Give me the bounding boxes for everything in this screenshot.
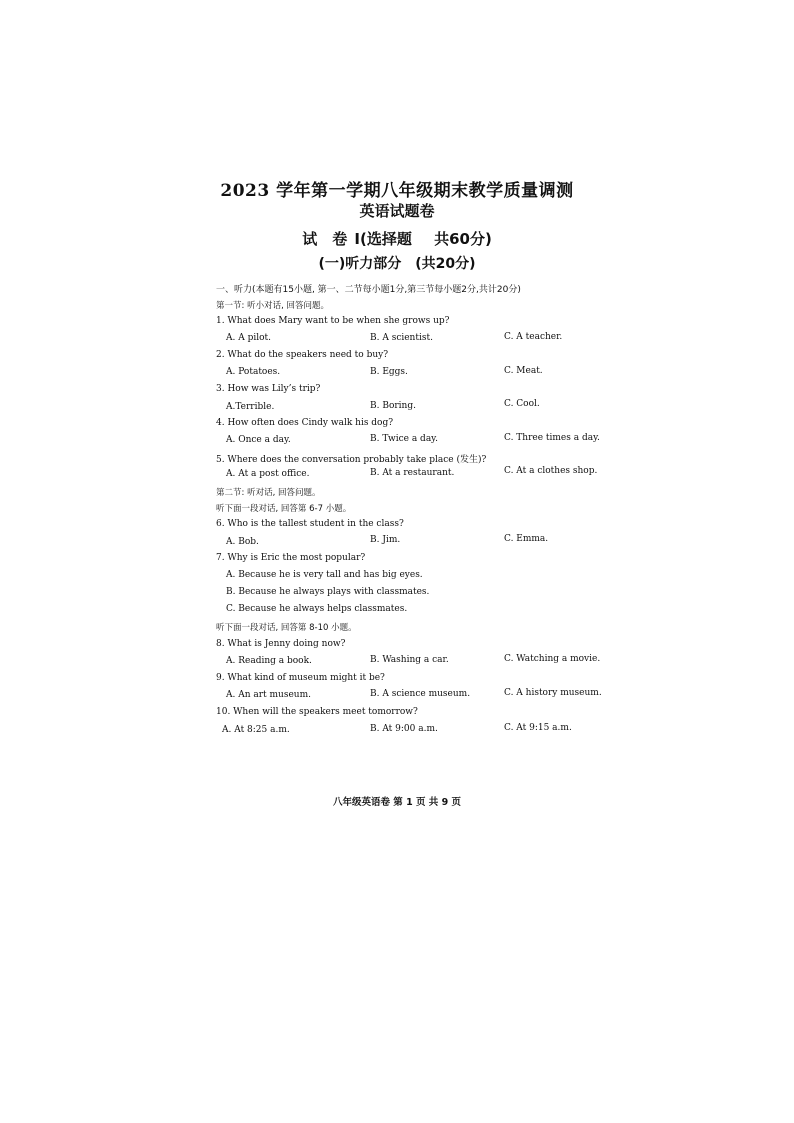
- q8-option-a: A. Reading a book.: [226, 656, 312, 666]
- q4-option-b: B. Twice a day.: [370, 434, 438, 444]
- question-4: 4. How often does Cindy walk his dog?: [216, 418, 394, 428]
- q6-option-a: A. Bob.: [226, 537, 259, 547]
- question-3: 3. How was Lily’s trip?: [216, 384, 321, 394]
- q6-option-b: B. Jim.: [370, 535, 401, 545]
- question-7: 7. Why is Eric the most popular?: [216, 553, 366, 563]
- q1-option-b: B. A scientist.: [370, 333, 433, 343]
- part1-instruction: 第一节: 听小对话, 回答问题。: [216, 301, 329, 311]
- question-8: 8. What is Jenny doing now?: [216, 639, 346, 649]
- q5-option-a: A. At a post office.: [226, 469, 310, 479]
- exam-subtitle: 英语试题卷: [359, 202, 435, 220]
- q10-option-a: A. At 8:25 a.m.: [222, 725, 290, 735]
- question-6: 6. Who is the tallest student in the class?: [216, 519, 404, 529]
- q7-option-b: B. Because he always plays with classmates.: [226, 587, 430, 597]
- q1-option-a: A. A pilot.: [226, 333, 271, 343]
- q9-option-c: C. A history museum.: [504, 688, 602, 698]
- q3-option-c: C. Cool.: [504, 399, 540, 409]
- part2-sub-instruction-1: 听下面一段对话, 回答第 6-7 小题。: [216, 504, 352, 514]
- q9-option-b: B. A science museum.: [370, 689, 471, 699]
- q9-option-a: A. An art museum.: [226, 690, 311, 700]
- q4-option-c: C. Three times a day.: [504, 433, 600, 443]
- q2-option-b: B. Eggs.: [370, 367, 408, 377]
- q6-option-c: C. Emma.: [504, 534, 549, 544]
- question-10: 10. When will the speakers meet tomorrow?: [216, 707, 418, 717]
- q7-option-a: A. Because he is very tall and has big eyes.: [226, 570, 423, 580]
- part2-sub-instruction-2: 听下面一段对话, 回答第 8-10 小题。: [216, 623, 357, 633]
- q2-option-c: C. Meat.: [504, 366, 543, 376]
- question-5: 5. Where does the conversation probably take place (发生)?: [216, 455, 487, 465]
- q5-option-c: C. At a clothes shop.: [504, 466, 598, 476]
- q4-option-a: A. Once a day.: [226, 435, 291, 445]
- q3-option-a: A.Terrible.: [226, 402, 275, 412]
- q10-option-b: B. At 9:00 a.m.: [370, 724, 438, 734]
- q8-option-b: B. Washing a car.: [370, 655, 449, 665]
- listening-section-heading: 一、听力(本题有15小题, 第一、二节每小题1分,第三节每小题2分,共计20分): [216, 285, 521, 295]
- question-2: 2. What do the speakers need to buy?: [216, 350, 389, 360]
- page-footer: 八年级英语卷 第 1 页 共 9 页: [332, 797, 462, 808]
- q5-option-b: B. At a restaurant.: [370, 468, 455, 478]
- q3-option-b: B. Boring.: [370, 401, 416, 411]
- exam-title: 2023 学年第一学期八年级期末教学质量调测: [220, 181, 574, 201]
- question-1: 1. What does Mary want to be when she grows up?: [216, 316, 450, 326]
- q10-option-c: C. At 9:15 a.m.: [504, 723, 572, 733]
- listening-part-label: (一)听力部分 (共20分): [318, 256, 476, 272]
- q7-option-c: C. Because he always helps classmates.: [226, 604, 408, 614]
- q8-option-c: C. Watching a movie.: [504, 654, 601, 664]
- part2-instruction: 第二节: 听对话, 回答问题。: [216, 488, 321, 498]
- q1-option-c: C. A teacher.: [504, 332, 563, 342]
- question-9: 9. What kind of museum might it be?: [216, 673, 385, 683]
- paper-label: 试 卷 Ⅰ(选择题 共60分): [302, 230, 492, 248]
- q2-option-a: A. Potatoes.: [226, 367, 281, 377]
